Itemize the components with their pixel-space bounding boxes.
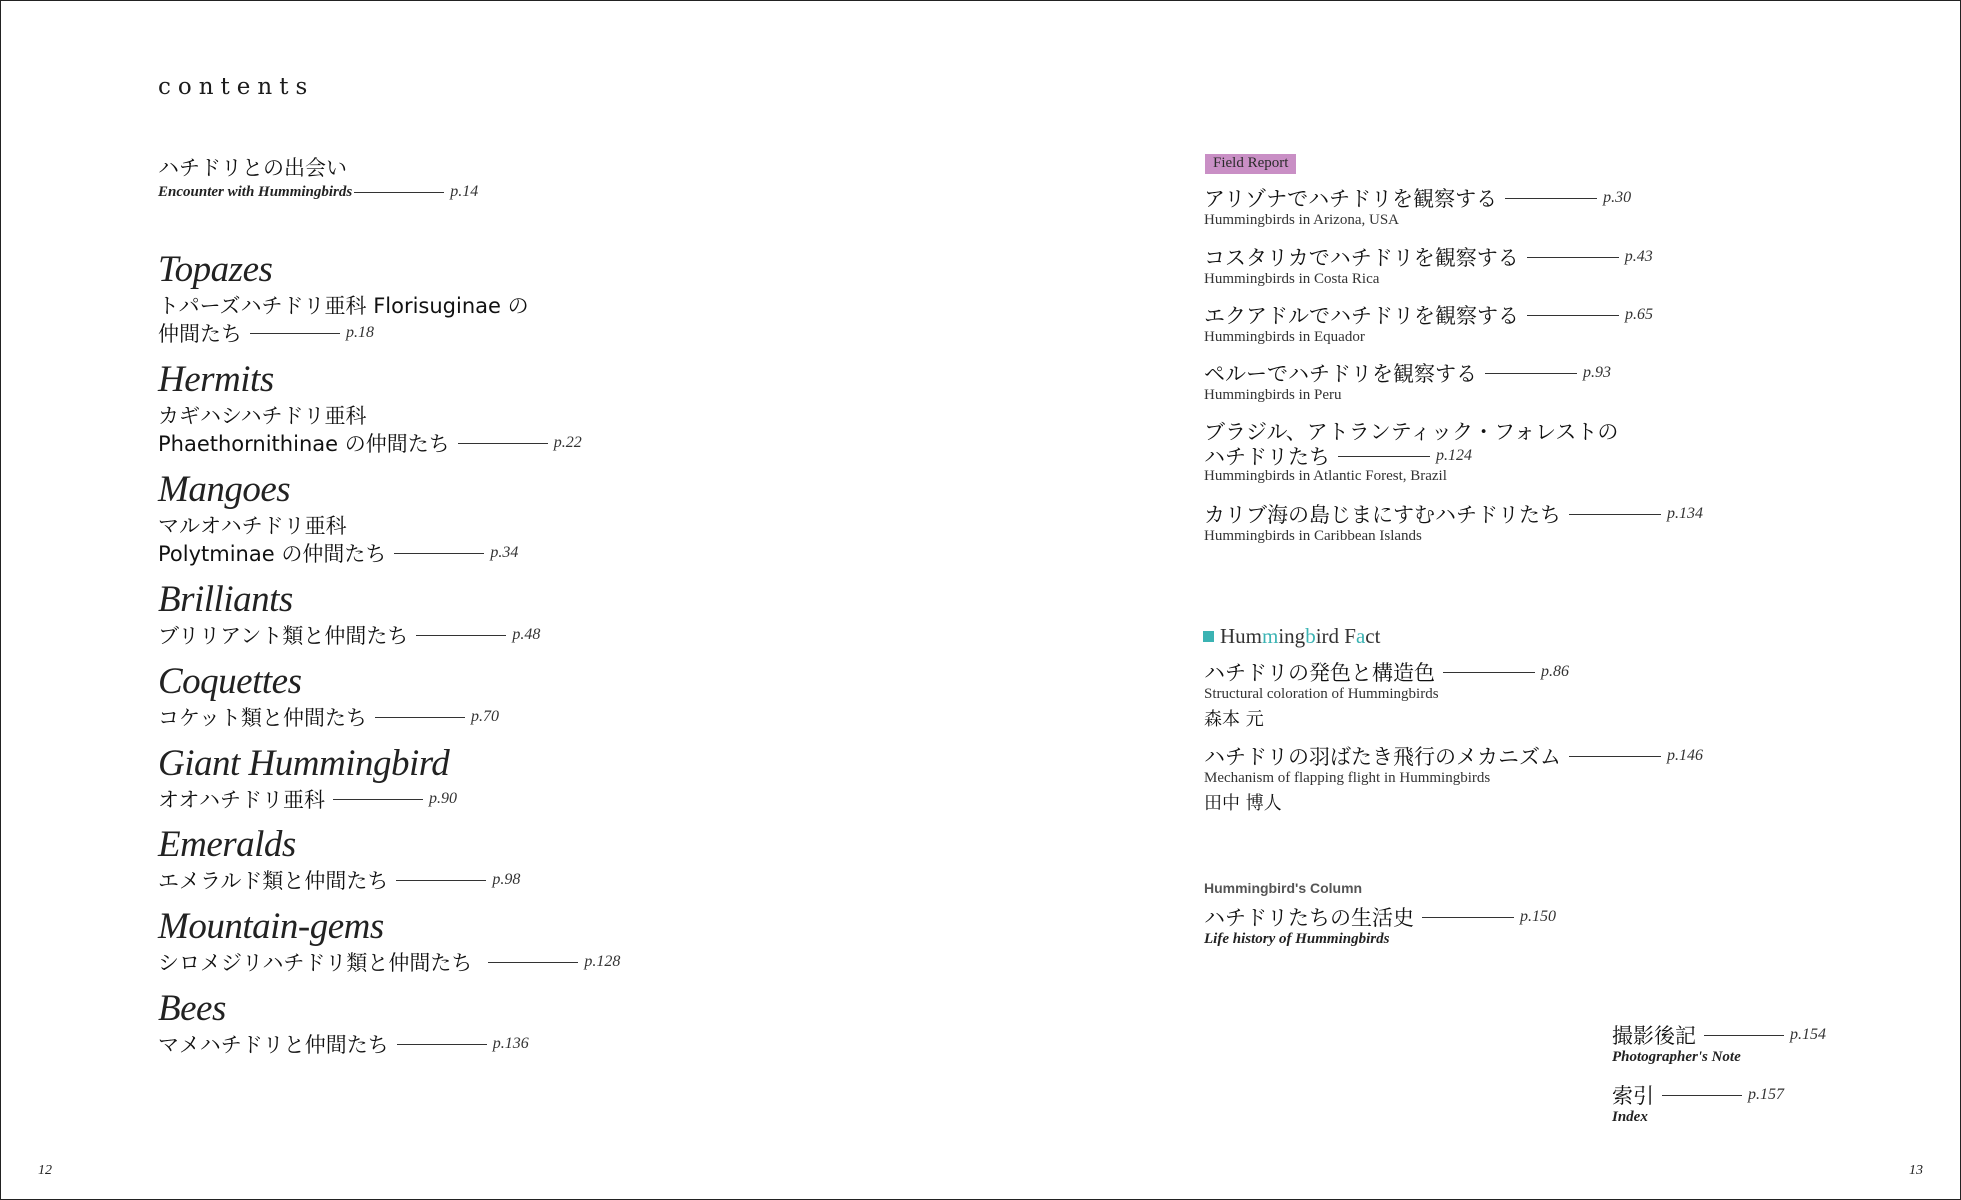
item-title-jp: コスタリカでハチドリを観察する — [1204, 246, 1519, 270]
leader-line — [1338, 456, 1430, 457]
leader-line — [354, 192, 444, 193]
page-number: p.98 — [492, 871, 521, 888]
section-line1: オオハチドリ亜科 — [158, 788, 325, 812]
item-title-jp: 索引 — [1612, 1084, 1654, 1108]
item-title-jp: エクアドルでハチドリを観察する — [1204, 304, 1519, 328]
intro-entry[interactable] — [158, 152, 478, 202]
page-number: p.18 — [346, 324, 374, 341]
leader-line — [1505, 198, 1597, 199]
leader-line — [1485, 373, 1577, 374]
item-title-en: Hummingbirds in Atlantic Forest, Brazil — [1204, 468, 1447, 484]
item-title-en: Mechanism of flapping flight in Hummingbirds — [1204, 770, 1491, 786]
leader-line — [1569, 514, 1661, 515]
item-title-jp: ハチドリたちの生活史 — [1204, 906, 1414, 930]
item-title-en: Hummingbirds in Peru — [1204, 387, 1342, 403]
column-item[interactable] — [1204, 903, 1556, 948]
leader-line — [250, 333, 340, 334]
section-line1: トパーズハチドリ亜科 Florisuginae の — [158, 294, 529, 318]
page-number: p.86 — [1541, 663, 1569, 680]
section-line1: マメハチドリと仲間たち — [158, 1033, 389, 1057]
page-number: p.146 — [1667, 747, 1703, 764]
page-number: p.14 — [450, 183, 479, 200]
leader-line — [1527, 257, 1619, 258]
page-number: p.70 — [470, 708, 499, 725]
section-topazes[interactable] — [158, 251, 529, 347]
section-title: Hermits — [158, 359, 274, 400]
item-title-jp: ハチドリの発色と構造色 — [1204, 661, 1435, 685]
page-number: p.43 — [1624, 248, 1653, 265]
section-coquettes[interactable] — [158, 663, 499, 731]
item-title-jp: 撮影後記 — [1612, 1024, 1696, 1048]
item-author: 田中 博人 — [1204, 793, 1282, 814]
page-number: p.128 — [584, 953, 621, 970]
heading-part: ing — [1278, 624, 1306, 648]
section-giant-hummingbird[interactable] — [158, 745, 457, 813]
heading-part: ct — [1365, 624, 1381, 648]
fact-item[interactable] — [1204, 742, 1703, 815]
item-title-jp: カリブ海の島じまにすむハチドリたち — [1204, 503, 1561, 527]
item-title-jp: アリゾナでハチドリを観察する — [1204, 187, 1498, 211]
item-title-en: Hummingbirds in Costa Rica — [1204, 271, 1380, 287]
section-emeralds[interactable] — [158, 826, 520, 894]
leader-line — [458, 443, 548, 444]
page-number: p.34 — [490, 544, 519, 561]
item-title-jp: ハチドリの羽ばたき飛行のメカニズム — [1204, 745, 1561, 769]
item-title-jp-line1: ブラジル、アトランティック・フォレストの — [1204, 420, 1619, 444]
item-title-en: Hummingbirds in Equador — [1204, 329, 1365, 345]
item-title-jp: ペルーでハチドリを観察する — [1204, 362, 1477, 386]
section-brilliants[interactable] — [158, 581, 540, 649]
leader-line — [1443, 672, 1535, 673]
section-line1: マルオハチドリ亜科 — [158, 514, 347, 538]
page-number: p.124 — [1436, 447, 1472, 464]
page-number: p.22 — [553, 434, 582, 451]
leader-line — [488, 962, 578, 963]
section-title: Mountain-gems — [158, 906, 384, 947]
field-report-item[interactable] — [1204, 359, 1611, 404]
back-matter-item[interactable] — [1612, 1021, 1826, 1066]
section-bees[interactable] — [158, 990, 529, 1058]
leader-line — [416, 635, 506, 636]
item-title-en: Life history of Hummingbirds — [1204, 931, 1390, 947]
page-number: p.157 — [1748, 1086, 1784, 1103]
leader-line — [1527, 315, 1619, 316]
section-line1: コケット類と仲間たち — [158, 706, 367, 730]
page-number: p.65 — [1625, 306, 1653, 323]
item-author: 森本 元 — [1204, 709, 1264, 730]
section-title: Topazes — [158, 249, 273, 290]
section-title: Emeralds — [158, 824, 296, 865]
leader-line — [1422, 917, 1514, 918]
section-hermits[interactable] — [158, 361, 582, 457]
leader-line — [333, 799, 423, 800]
field-report-item[interactable] — [1204, 243, 1653, 288]
leader-line — [397, 1044, 487, 1045]
column-label: Hummingbird's Column — [1204, 880, 1363, 896]
section-title: Coquettes — [158, 661, 302, 702]
item-title-en: Index — [1612, 1109, 1648, 1125]
section-title: Mangoes — [158, 469, 291, 510]
page-number: p.48 — [512, 626, 541, 643]
field-report-label: Field Report — [1205, 154, 1296, 174]
page-number: p.93 — [1583, 364, 1611, 381]
contents-heading: contents — [158, 74, 315, 100]
heading-part-accent: b — [1305, 624, 1316, 648]
field-report-item[interactable] — [1204, 418, 1618, 485]
section-line1: カギハシハチドリ亜科 — [158, 404, 367, 428]
section-title: Giant Hummingbird — [158, 743, 450, 784]
heading-part: ird F — [1315, 624, 1356, 648]
hummingbird-fact-heading — [1203, 624, 1380, 649]
page-number: p.30 — [1603, 189, 1632, 206]
folio-right: 13 — [1909, 1163, 1923, 1178]
intro-title-en: Encounter with Hummingbirds — [158, 183, 353, 200]
item-title-en: Structural coloration of Hummingbirds — [1204, 686, 1439, 702]
field-report-item[interactable] — [1204, 500, 1703, 545]
section-line2: Phaethornithinae の仲間たち — [158, 432, 450, 456]
section-line2: Polytminae の仲間たち — [158, 542, 387, 566]
section-line1: シロメジリハチドリ類と仲間たち — [158, 951, 473, 975]
leader-line — [1569, 756, 1661, 757]
page-number: p.90 — [428, 790, 457, 807]
page-number: p.136 — [492, 1035, 529, 1052]
heading-part-accent: a — [1355, 624, 1366, 648]
leader-line — [375, 717, 465, 718]
leader-line — [396, 880, 486, 881]
folio-left: 12 — [38, 1163, 52, 1178]
intro-title-jp: ハチドリとの出会い — [158, 156, 347, 180]
leader-line — [1662, 1095, 1742, 1096]
item-title-jp: ハチドリたち — [1204, 445, 1330, 469]
item-title-en: Hummingbirds in Arizona, USA — [1204, 212, 1399, 228]
section-line2: 仲間たち — [158, 322, 242, 346]
field-report-item[interactable] — [1204, 184, 1631, 229]
back-matter-item[interactable] — [1612, 1081, 1784, 1126]
section-mountain-gems[interactable] — [158, 908, 620, 976]
heading-part-accent: m — [1262, 624, 1279, 648]
section-title: Brilliants — [158, 579, 293, 620]
field-report-item[interactable] — [1204, 301, 1653, 346]
leader-line — [394, 553, 484, 554]
heading-part: Hum — [1220, 624, 1262, 648]
page-number: p.134 — [1667, 505, 1703, 522]
section-line1: ブリリアント類と仲間たち — [158, 624, 409, 648]
leader-line — [1704, 1035, 1784, 1036]
item-title-en: Photographer's Note — [1612, 1049, 1741, 1065]
square-bullet-icon — [1203, 631, 1214, 642]
section-title: Bees — [158, 988, 226, 1029]
item-title-en: Hummingbirds in Caribbean Islands — [1204, 528, 1422, 544]
page-number: p.150 — [1520, 908, 1556, 925]
section-mangoes[interactable] — [158, 471, 518, 567]
section-line1: エメラルド類と仲間たち — [158, 869, 389, 893]
page-number: p.154 — [1790, 1026, 1826, 1043]
fact-item[interactable] — [1204, 658, 1569, 731]
